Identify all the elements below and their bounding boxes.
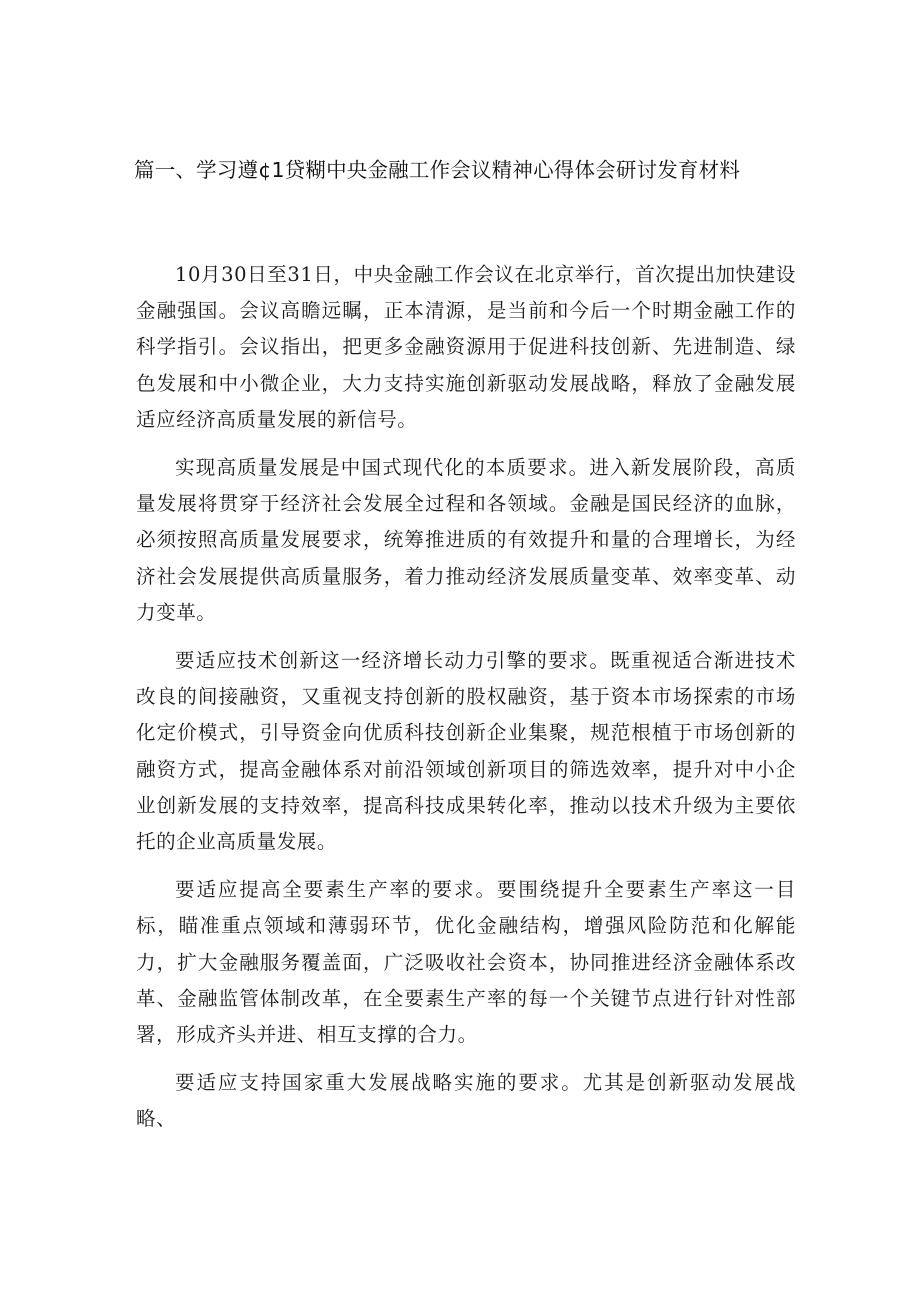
document-title: 篇一、学习遵¢1贷糊中央金融工作会议精神心得体会研讨发育材料: [134, 158, 741, 182]
paragraph-4: 要适应提高全要素生产率的要求。要围绕提升全要素生产率这一目标，瞄准重点领域和薄弱环节，优化金融结构，增强风险防范和化解能力，扩大金融服务覆盖面，广泛吸收社会资本，协同推进经济金融体系改革、金融监管体制改革，在全要素生产率的每一个关键节点进行针对性部署，形成齐头并进、相互支撑的合力。: [136, 878, 796, 1047]
document-body: [136, 257, 796, 1150]
paragraph-5: 要适应支持国家重大发展战略实施的要求。尤其是创新驱动发展战略、: [136, 1071, 796, 1131]
paragraph-2: 实现高质量发展是中国式现代化的本质要求。进入新发展阶段，高质量发展将贯穿于经济社会发展全过程和各领域。金融是国民经济的血脉，必须按照高质量发展要求，统筹推进质的有效提升和量的合理增长，为经济社会发展提供高质量服务，着力推动经济发展质量变革、效率变革、动力变革。: [136, 456, 796, 624]
paragraph-1: 10月30日至31日，中央金融工作会议在北京举行，首次提出加快建设金融强国。会议高瞻远瞩，正本清源，是当前和今后一个时期金融工作的科学指引。会议指出，把更多金融资源用于促进科技创新、先进制造、绿色发展和中小微企业，大力支持实施创新驱动发展战略，释放了金融发展适应经济高质量发展的新信号。: [136, 263, 796, 431]
paragraph-3: 要适应技术创新这一经济增长动力引擎的要求。既重视适合渐进技术改良的间接融资，又重视支持创新的股权融资，基于资本市场探索的市场化定价模式，引导资金向优质科技创新企业集聚，规范根植于市场创新的融资方式，提高金融体系对前沿领域创新项目的筛选效率，提升对中小企业创新发展的支持效率，提高科技成果转化率，推动以技术升级为主要依托的企业高质量发展。: [136, 649, 796, 854]
